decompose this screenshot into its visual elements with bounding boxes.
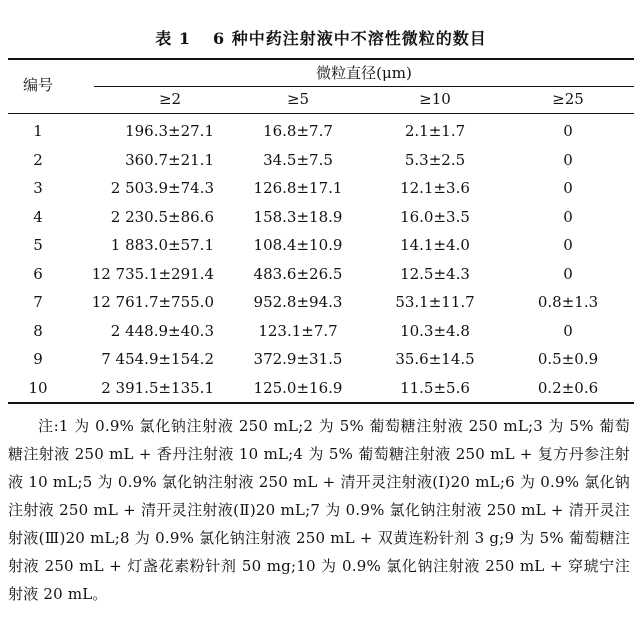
value-ge25: 0 — [563, 122, 573, 140]
table-title — [0, 26, 642, 49]
value-ge2: 12 735.1±291.4 — [91, 264, 214, 283]
value-ge5: 126.8±17.1 — [253, 179, 343, 197]
table-number: 表 1 — [155, 29, 191, 48]
table-row — [8, 204, 634, 233]
value-ge5: 125.0±16.9 — [253, 378, 343, 397]
column-header-ge5: ≥5 — [286, 90, 310, 108]
row-id: 7 — [33, 293, 43, 311]
value-ge10: 12.5±4.3 — [400, 264, 470, 283]
row-id: 8 — [33, 321, 43, 340]
value-ge2: 2 391.5±135.1 — [101, 378, 214, 397]
value-ge2: 360.7±21.1 — [125, 150, 214, 169]
value-ge5: 372.9±31.5 — [253, 350, 343, 368]
value-ge10: 5.3±2.5 — [404, 150, 466, 169]
value-ge2: 2 230.5±86.6 — [110, 207, 214, 226]
row-id: 6 — [33, 264, 43, 283]
value-ge2: 196.3±27.1 — [125, 122, 214, 140]
value-ge5: 16.8±7.7 — [263, 122, 333, 140]
table-row — [8, 375, 634, 404]
value-ge2: 1 883.0±57.1 — [110, 236, 214, 254]
table-row — [8, 289, 634, 318]
table-row — [8, 147, 634, 176]
row-id: 5 — [33, 236, 43, 254]
table-row — [8, 232, 634, 261]
value-ge5: 158.3±18.9 — [253, 207, 343, 226]
table-note: 注:1 为 0.9% 氯化钠注射液 250 mL;2 为 5% 葡萄糖注射液 250 mL;3 为 5% 葡萄糖注射液 250 mL + 香丹注射液 10 mL;4 为 5% 葡萄糖注射液 250 mL + 复方丹参注射液 10 mL;5 为 0.9% 氯化钠注射液 250 mL + 清开灵注射液(Ⅰ)20 mL;6 为 0.9% 氯化钠注射液 250 mL + 清开灵注射液(Ⅱ)20 mL;7 为 0.9% 氯化钠注射液 250 mL + 清开灵注射液(Ⅲ)20 mL;8 为 0.9% 氯化钠注射液 250 mL + 双黄连粉针剂 3 g;9 为 5% 葡萄糖注射液 250 mL + 灯盏花素粉针剂 50 mg;10 为 0.9% 氯化钠注射液 250 mL + 穿琥宁注射液 20 mL。 — [8, 417, 630, 603]
value-ge25: 0.5±0.9 — [537, 350, 599, 368]
value-ge10: 14.1±4.0 — [400, 236, 470, 254]
column-header-ge25: ≥25 — [552, 90, 584, 108]
value-ge25: 0 — [563, 150, 573, 169]
row-id: 9 — [33, 350, 43, 368]
value-ge2: 12 761.7±755.0 — [91, 293, 214, 311]
table-row — [8, 318, 634, 347]
value-ge2: 2 448.9±40.3 — [110, 321, 214, 340]
value-ge25: 0.2±0.6 — [537, 378, 599, 397]
row-id: 10 — [28, 378, 48, 397]
value-ge5: 34.5±7.5 — [263, 150, 333, 169]
value-ge25: 0 — [563, 321, 573, 340]
row-id: 4 — [33, 207, 43, 226]
column-header-ge10: ≥10 — [419, 90, 451, 108]
value-ge2: 7 454.9±154.2 — [101, 350, 214, 368]
diameter-group-header: 微粒直径(μm) — [316, 64, 412, 82]
row-id: 1 — [33, 122, 43, 140]
value-ge10: 11.5±5.6 — [400, 378, 470, 397]
header-rule — [8, 113, 634, 114]
value-ge10: 2.1±1.7 — [404, 122, 466, 140]
value-ge5: 952.8±94.3 — [253, 293, 343, 311]
row-id: 2 — [33, 150, 43, 169]
value-ge25: 0.8±1.3 — [537, 293, 599, 311]
column-header-ge2: ≥2 — [158, 90, 182, 108]
table-row — [8, 118, 634, 147]
bottom-rule — [8, 402, 634, 404]
top-rule — [8, 58, 634, 60]
value-ge25: 0 — [563, 179, 573, 197]
value-ge5: 108.4±10.9 — [253, 236, 343, 254]
table-row — [8, 261, 634, 290]
value-ge10: 16.0±3.5 — [400, 207, 470, 226]
value-ge10: 53.1±11.7 — [395, 293, 475, 311]
value-ge10: 35.6±14.5 — [395, 350, 475, 368]
value-ge10: 10.3±4.8 — [400, 321, 470, 340]
id-column-header: 编号 — [22, 76, 53, 94]
group-header-rule — [94, 86, 634, 87]
value-ge5: 123.1±7.7 — [258, 321, 338, 340]
data-table — [8, 118, 634, 403]
table-row — [8, 346, 634, 375]
value-ge10: 12.1±3.6 — [400, 179, 470, 197]
value-ge25: 0 — [563, 207, 573, 226]
value-ge2: 2 503.9±74.3 — [110, 179, 214, 197]
value-ge5: 483.6±26.5 — [253, 264, 343, 283]
value-ge25: 0 — [563, 264, 573, 283]
table-caption: 6 种中药注射液中不溶性微粒的数目 — [213, 29, 487, 48]
table-row — [8, 175, 634, 204]
row-id: 3 — [33, 179, 43, 197]
value-ge25: 0 — [563, 236, 573, 254]
